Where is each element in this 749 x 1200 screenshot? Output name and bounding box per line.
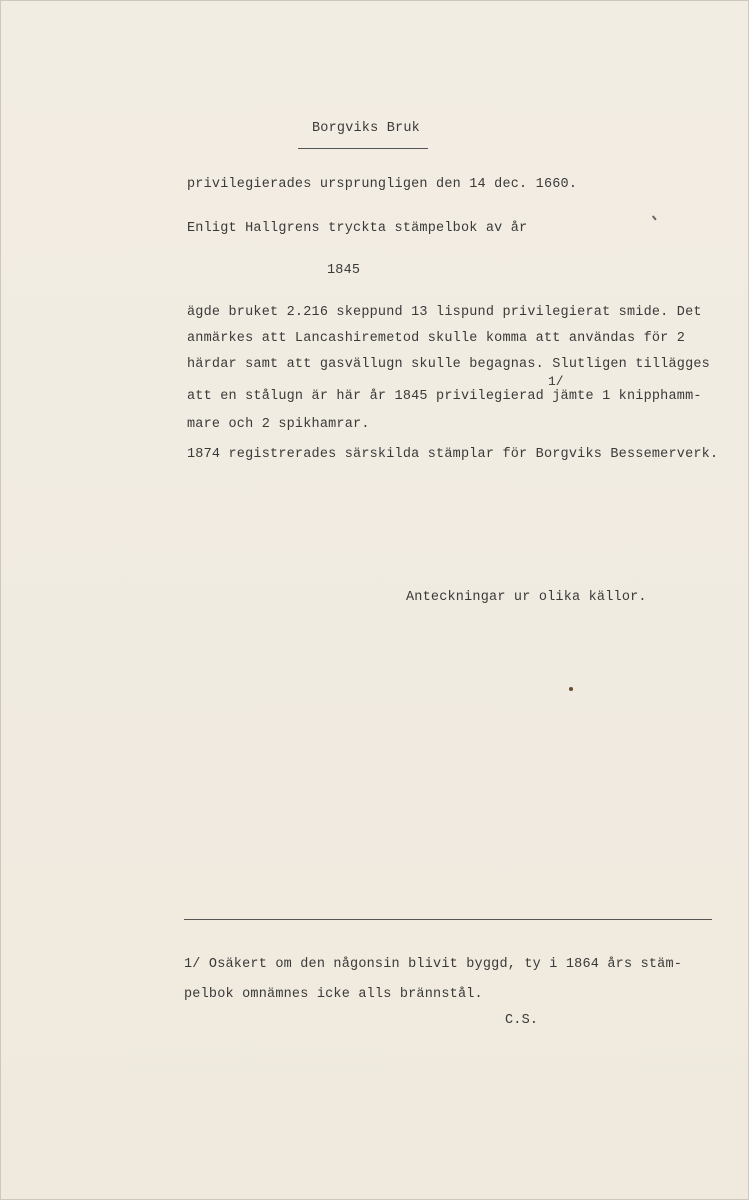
intro-line: privilegierades ursprungligen den 14 dec. 1660.	[187, 177, 578, 192]
footnote-marker: 1/	[548, 374, 564, 389]
footnote-line: 1/ Osäkert om den någonsin blivit byggd, ty i 1864 års stäm-	[184, 957, 683, 972]
paragraph-line: anmärkes att Lancashiremetod skulle komma att användas för 2	[187, 331, 686, 346]
ink-spot	[569, 687, 573, 691]
source-line: Enligt Hallgrens tryckta stämpelbok av år	[187, 221, 528, 236]
year-line: 1845	[327, 263, 361, 278]
paragraph-line: 1874 registrerades särskilda stämplar för Borgviks Bessemerverk.	[187, 447, 719, 462]
sources-note: Anteckningar ur olika källor.	[406, 590, 647, 605]
paragraph-line: ägde bruket 2.216 skeppund 13 lispund privilegierat smide. Det	[187, 305, 702, 320]
footnote-separator	[184, 919, 712, 920]
paragraph-line: att en stålugn är här år 1845 privilegierad jämte 1 knipphamm-	[187, 389, 702, 404]
footnote-line: pelbok omnämnes icke alls brännstål.	[184, 987, 483, 1002]
title-underline	[298, 148, 428, 149]
paragraph-line: mare och 2 spikhamrar.	[187, 417, 370, 432]
document-title: Borgviks Bruk	[312, 121, 420, 136]
initials: C.S.	[505, 1013, 539, 1028]
paragraph-line: härdar samt att gasvällugn skulle begagnas. Slutligen tillägges	[187, 357, 710, 372]
stray-mark	[652, 215, 656, 220]
